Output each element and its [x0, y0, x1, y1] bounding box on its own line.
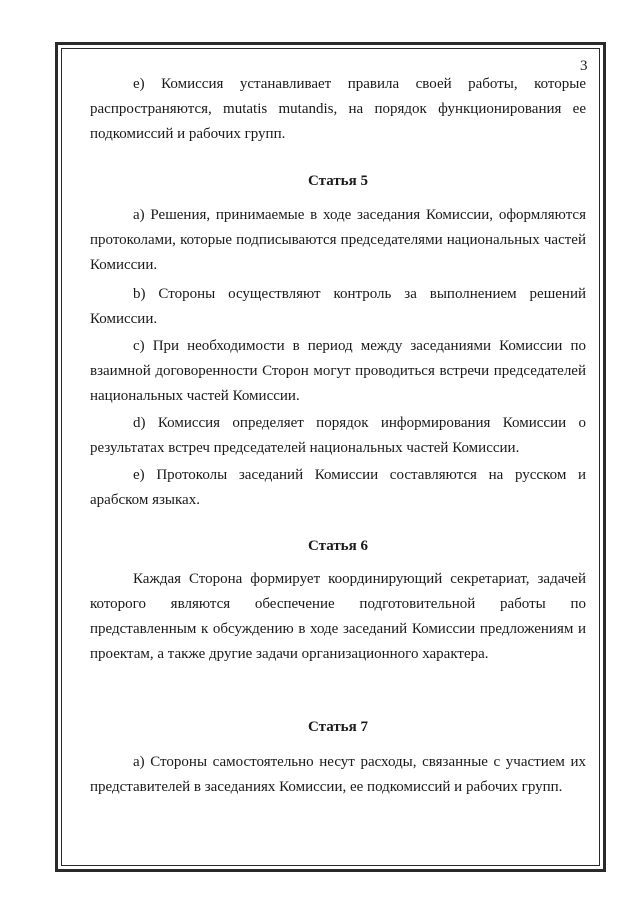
paragraph-article6: Каждая Сторона формирует координирующий секретариат, задачей которого являются обеспечение подготовительной работы по представленным к обсуждению в ходе заседаний Комиссии предложениям и проектам, а также другие задачи организационного характера.	[90, 571, 586, 662]
paragraph-article5-e: e) Протоколы заседаний Комиссии составляются на русском и арабском языках.	[90, 467, 586, 508]
paragraph-article4-e: e) Комиссия устанавливает правила своей работы, которые распространяются, mutatis mutandis, на порядок функционирования ее подкомиссий и рабочих групп.	[90, 76, 586, 142]
page-number: 3	[580, 58, 588, 74]
paragraph-article5-d: d) Комиссия определяет порядок информирования Комиссии о результатах встреч председателей национальных частей Комиссии.	[90, 415, 586, 456]
paragraph-article5-a: a) Решения, принимаемые в ходе заседания Комиссии, оформляются протоколами, которые подписываются председателями национальных частей Комиссии.	[90, 207, 586, 273]
paragraph-article5-c: c) При необходимости в период между заседаниями Комиссии по взаимной договоренности Сторон могут проводиться встречи председателей национальных частей Комиссии.	[90, 338, 586, 404]
paragraph-article5-b: b) Стороны осуществляют контроль за выполнением решений Комиссии.	[90, 286, 586, 327]
article-6-heading: Статья 6	[308, 538, 368, 554]
article-7-heading: Статья 7	[308, 719, 368, 735]
paragraph-article7-a: a) Стороны самостоятельно несут расходы, связанные с участием их представителей в заседаниях Комиссии, ее подкомиссий и рабочих групп.	[90, 754, 586, 795]
article-5-heading: Статья 5	[308, 173, 368, 189]
